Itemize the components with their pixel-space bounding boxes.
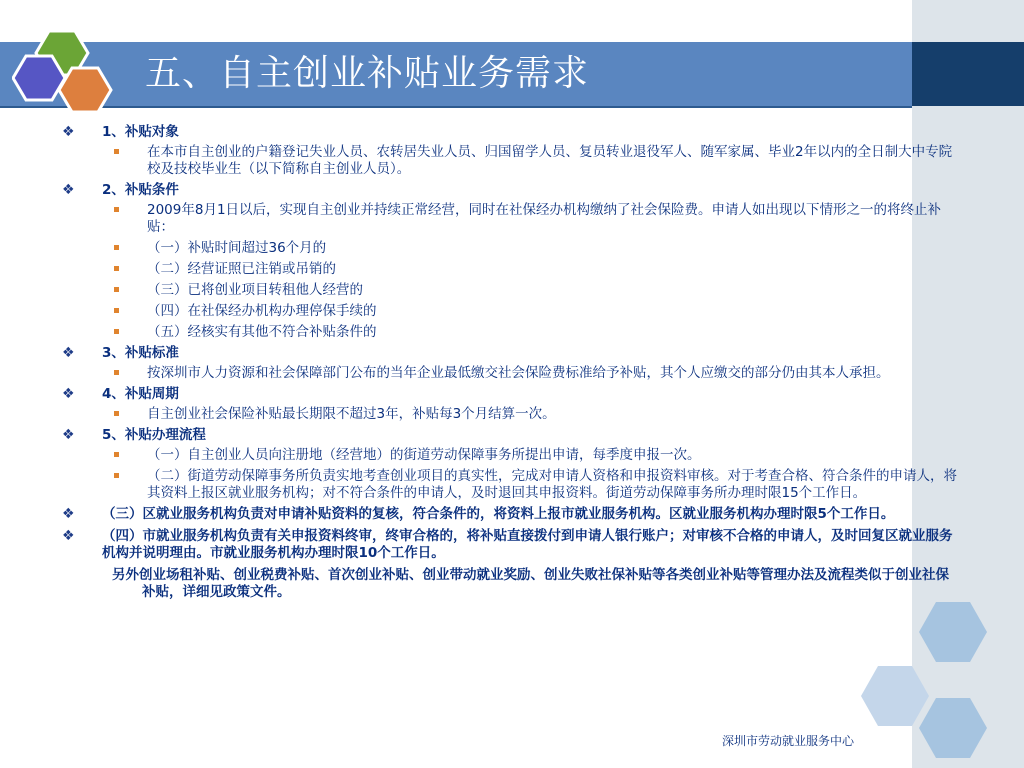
- diamond-bullet-icon: ❖: [62, 124, 75, 140]
- footer-organization: 深圳市劳动就业服务中心: [722, 734, 855, 748]
- section-heading: ❖ 3、补贴标准: [62, 345, 179, 361]
- square-bullet-icon: [114, 245, 119, 250]
- list-item: （一）自主创业人员向注册地（经营地）的街道劳动保障事务所提出申请，每季度申报一次。: [62, 447, 962, 464]
- square-bullet-icon: [114, 473, 119, 478]
- square-bullet-icon: [114, 207, 119, 212]
- list-item: 2009年8月1日以后，实现自主创业并持续正常经营，同时在社保经办机构缴纳了社会保险费。申请人如出现以下情形之一的将终止补贴：: [62, 202, 962, 236]
- section-heading: ❖ 5、补贴办理流程: [62, 427, 206, 443]
- list-item: （二）街道劳动保障事务所负责实地考查创业项目的真实性，完成对申请人资格和申报资料审核。对于考查合格、符合条件的申请人，将其资料上报区就业服务机构；对不符合条件的申请人，及时退回其申报资料。街道劳动保障事务所办理时限15个工作日。: [62, 468, 962, 502]
- content-body: [62, 124, 962, 601]
- list-item: （五）经核实有其他不符合补贴条件的: [62, 324, 962, 341]
- square-bullet-icon: [114, 370, 119, 375]
- square-bullet-icon: [114, 329, 119, 334]
- title-bar-dark-block: [912, 42, 1024, 106]
- section-heading: ❖ 2、补贴条件: [62, 182, 179, 198]
- square-bullet-icon: [114, 452, 119, 457]
- diamond-bullet-icon: ❖: [62, 427, 75, 443]
- list-item: 自主创业社会保险补贴最长期限不超过3年，补贴每3个月结算一次。: [62, 406, 962, 423]
- square-bullet-icon: [114, 149, 119, 154]
- list-item: （三）已将创业项目转租他人经营的: [62, 282, 962, 299]
- diamond-bullet-icon: ❖: [62, 506, 75, 522]
- hexagon-logo-icon: [12, 24, 122, 124]
- policy-note: 另外创业场租补贴、创业税费补贴、首次创业补贴、创业带动就业奖励、创业失败社保补贴等各类创业补贴等管理办法及流程类似于创业社保补贴，详细见政策文件。: [112, 567, 949, 600]
- section-heading: ❖ 1、补贴对象: [62, 124, 179, 140]
- diamond-bullet-icon: ❖: [62, 182, 75, 198]
- diamond-bullet-icon: ❖: [62, 386, 75, 402]
- section-heading: ❖ 4、补贴周期: [62, 386, 179, 402]
- hexagon-decoration-icon: [858, 600, 998, 760]
- list-item: （二）经营证照已注销或吊销的: [62, 261, 962, 278]
- list-item: 在本市自主创业的户籍登记失业人员、农转居失业人员、归国留学人员、复员转业退役军人、随军家属、毕业2年以内的全日制大中专院校及技校毕业生（以下简称自主创业人员）。: [62, 144, 962, 178]
- page-title: 五、自主创业补贴业务需求: [145, 53, 590, 94]
- list-item: （一）补贴时间超过36个月的: [62, 240, 962, 257]
- square-bullet-icon: [114, 308, 119, 313]
- title-underline: [0, 106, 912, 108]
- diamond-bullet-icon: ❖: [62, 528, 75, 544]
- procedure-step: ❖ （四）市就业服务机构负责有关申报资料终审，终审合格的，将补贴直接拨付到申请人银行账户；对审核不合格的申请人，及时回复区就业服务机构并说明理由。市就业服务机构办理时限10个工作日。: [62, 528, 953, 561]
- square-bullet-icon: [114, 266, 119, 271]
- procedure-step: ❖ （三）区就业服务机构负责对申请补贴资料的复核，符合条件的，将资料上报市就业服务机构。区就业服务机构办理时限5个工作日。: [62, 506, 895, 522]
- list-item: （四）在社保经办机构办理停保手续的: [62, 303, 962, 320]
- square-bullet-icon: [114, 287, 119, 292]
- square-bullet-icon: [114, 411, 119, 416]
- list-item: 按深圳市人力资源和社会保障部门公布的当年企业最低缴交社会保险费标准给予补贴，其个人应缴交的部分仍由其本人承担。: [62, 365, 962, 382]
- diamond-bullet-icon: ❖: [62, 345, 75, 361]
